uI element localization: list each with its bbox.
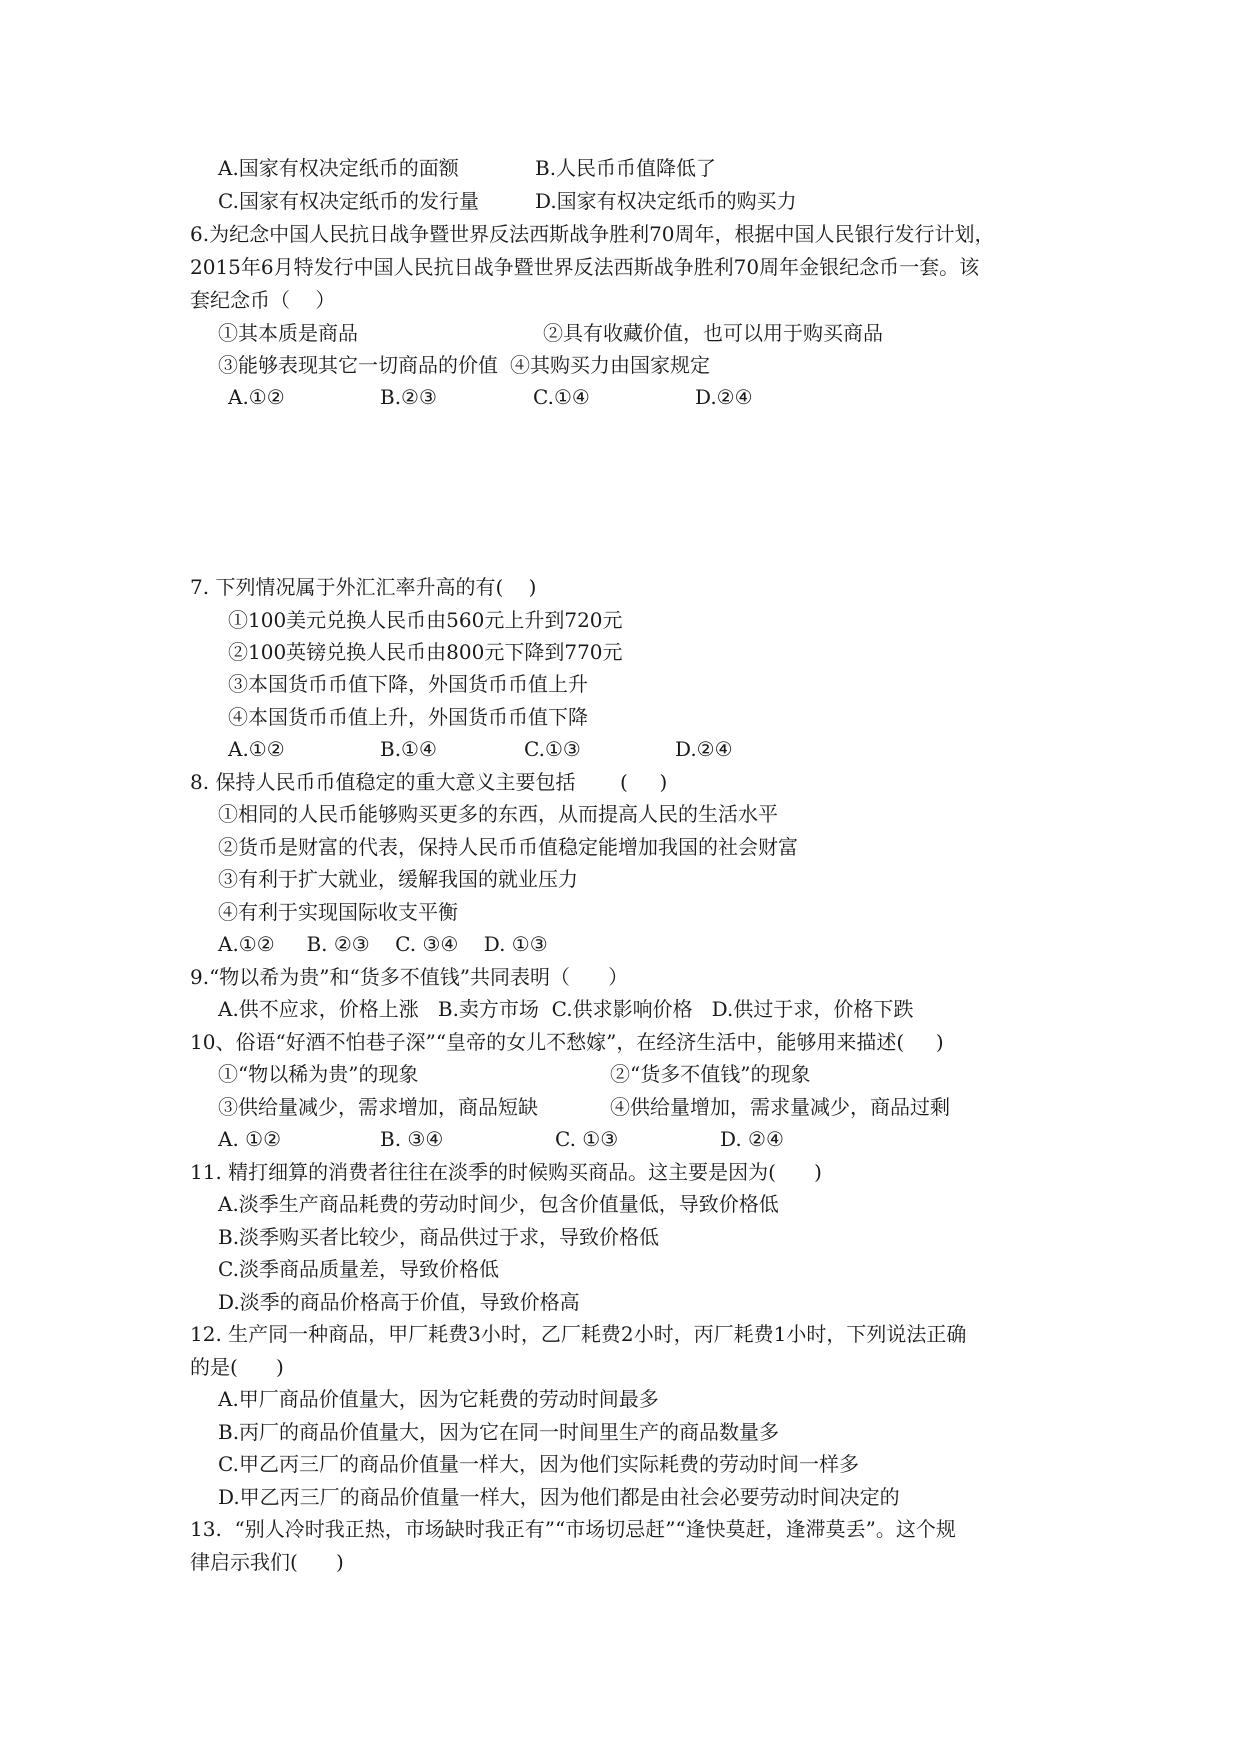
- q5-option-a: A.国家有权决定纸币的面额: [218, 156, 459, 180]
- q11-option-c: C.淡季商品质量差，导致价格低: [218, 1257, 499, 1281]
- q12-option-a: A.甲厂商品价值量大，因为它耗费的劳动时间最多: [218, 1387, 659, 1411]
- q10-option-b: B. ③④: [380, 1127, 444, 1151]
- q8-statement-2: ②货币是财富的代表，保持人民币币值稳定能增加我国的社会财富: [218, 835, 798, 859]
- q6-option-a: A.①②: [228, 385, 285, 409]
- q10-stem: 10、俗语“好酒不怕巷子深”“皇帝的女儿不愁嫁”，在经济生活中，能够用来描述( ): [190, 1030, 944, 1054]
- q7-option-d: D.②④: [675, 737, 733, 761]
- q8-statement-4: ④有利于实现国际收支平衡: [218, 900, 458, 924]
- q13-stem-line2: 律启示我们( ): [190, 1550, 344, 1574]
- q7-stem: 7. 下列情况属于外汇汇率升高的有( ): [190, 575, 537, 599]
- q6-option-c: C.①④: [533, 385, 590, 409]
- q11-option-d: D.淡季的商品价格高于价值，导致价格高: [218, 1290, 580, 1314]
- q5-option-d: D.国家有权决定纸币的购买力: [535, 189, 797, 213]
- q12-option-c: C.甲乙丙三厂的商品价值量一样大，因为他们实际耗费的劳动时间一样多: [218, 1452, 859, 1476]
- q11-stem: 11. 精打细算的消费者往往在淡季的时候购买商品。这主要是因为( ): [190, 1160, 822, 1184]
- q7-option-c: C.①③: [524, 737, 581, 761]
- q6-option-b: B.②③: [380, 385, 437, 409]
- q8-options: A.①② B. ②③ C. ③④ D. ①③: [218, 932, 548, 956]
- q7-statement-2: ②100英镑兑换人民币由800元下降到770元: [228, 640, 623, 664]
- q8-stem: 8. 保持人民币币值稳定的重大意义主要包括 ( ): [190, 770, 668, 794]
- q6-statement-1: ①其本质是商品: [218, 321, 358, 345]
- q6-stem-line1: 6.为纪念中国人民抗日战争暨世界反法西斯战争胜利70周年，根据中国人民银行发行计划，: [190, 222, 995, 246]
- q12-option-d: D.甲乙丙三厂的商品价值量一样大，因为他们都是由社会必要劳动时间决定的: [218, 1485, 900, 1509]
- q12-option-b: B.丙厂的商品价值量大，因为它在同一时间里生产的商品数量多: [218, 1420, 780, 1444]
- q6-stem-line3: 套纪念币（ ）: [190, 288, 336, 312]
- q5-option-b: B.人民币币值降低了: [535, 156, 717, 180]
- q11-option-a: A.淡季生产商品耗费的劳动时间少，包含价值量低，导致价格低: [218, 1192, 779, 1216]
- q6-statement-2: ②具有收藏价值，也可以用于购买商品: [543, 321, 883, 345]
- q10-statement-2: ②“货多不值钱”的现象: [610, 1062, 811, 1086]
- q5-option-c: C.国家有权决定纸币的发行量: [218, 189, 479, 213]
- q6-option-d: D.②④: [695, 385, 753, 409]
- q10-option-c: C. ①③: [555, 1127, 619, 1151]
- q7-option-b: B.①④: [380, 737, 437, 761]
- q10-statement-4: ④供给量增加，需求量减少，商品过剩: [610, 1095, 950, 1119]
- q13-stem-line1: 13. “别人冷时我正热，市场缺时我正有”“市场切忌赶”“逢快莫赶，逢滞莫丢”。这个规: [190, 1517, 956, 1541]
- q10-option-d: D. ②④: [720, 1127, 784, 1151]
- q7-option-a: A.①②: [228, 737, 285, 761]
- q8-statement-1: ①相同的人民币能够购买更多的东西，从而提高人民的生活水平: [218, 802, 778, 826]
- q12-stem-line2: 的是( ): [190, 1355, 284, 1379]
- q7-statement-4: ④本国货币币值上升，外国货币币值下降: [228, 705, 588, 729]
- q6-stem-line2: 2015年6月特发行中国人民抗日战争暨世界反法西斯战争胜利70周年金银纪念币一套。该: [190, 255, 980, 279]
- q10-statement-3: ③供给量减少，需求增加，商品短缺: [218, 1095, 538, 1119]
- q8-statement-3: ③有利于扩大就业，缓解我国的就业压力: [218, 867, 578, 891]
- q6-statement-4: ④其购买力由国家规定: [510, 353, 710, 377]
- q10-option-a: A. ①②: [218, 1127, 282, 1151]
- q9-stem: 9.“物以希为贵”和“货多不值钱”共同表明（ ）: [190, 965, 629, 989]
- q7-statement-3: ③本国货币币值下降，外国货币币值上升: [228, 672, 588, 696]
- q12-stem-line1: 12. 生产同一种商品，甲厂耗费3小时，乙厂耗费2小时，丙厂耗费1小时，下列说法正确: [190, 1322, 967, 1346]
- q11-option-b: B.淡季购买者比较少，商品供过于求，导致价格低: [218, 1225, 660, 1249]
- q6-statement-3: ③能够表现其它一切商品的价值: [218, 353, 498, 377]
- q7-statement-1: ①100美元兑换人民币由560元上升到720元: [228, 608, 623, 632]
- q9-options: A.供不应求，价格上涨 B.卖方市场 C.供求影响价格 D.供过于求，价格下跌: [218, 997, 914, 1021]
- q10-statement-1: ①“物以稀为贵”的现象: [218, 1062, 419, 1086]
